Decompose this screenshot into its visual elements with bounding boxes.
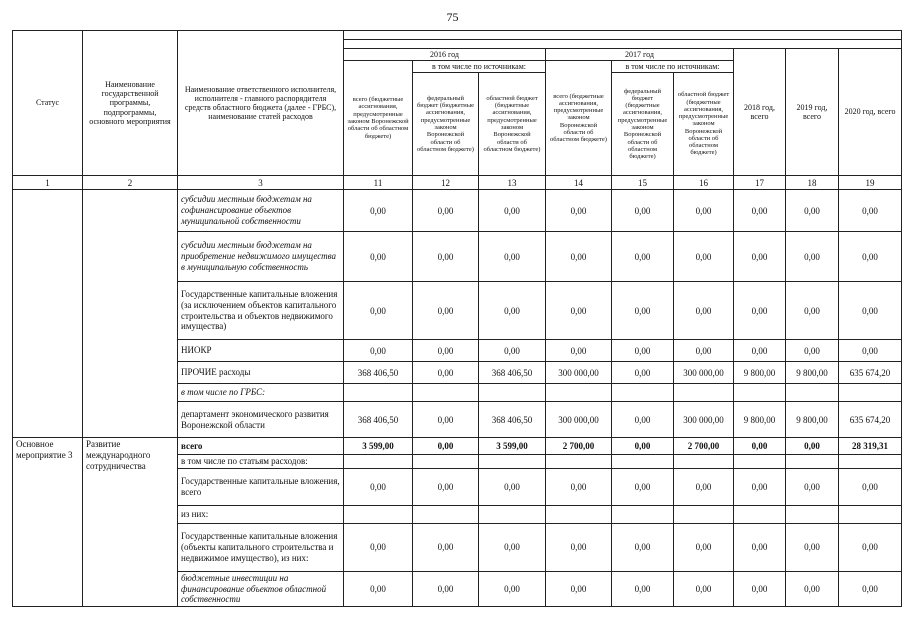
column-number: 14 bbox=[546, 176, 612, 190]
value-cell: 0,00 bbox=[734, 523, 786, 571]
row-label: субсидии местным бюджетам на софинансирование объектов муниципальной собственности bbox=[178, 190, 344, 232]
value-cell bbox=[344, 505, 413, 523]
header-sources-2016: в том числе по источникам: bbox=[413, 61, 546, 73]
header-federal-2017: федеральный бюджет (бюджетные ассигнования, предусмотренные законом Воронежской области об областном бюджете) bbox=[612, 73, 674, 176]
value-cell: 0,00 bbox=[612, 340, 674, 362]
value-cell: 0,00 bbox=[479, 190, 546, 232]
value-cell: 0,00 bbox=[546, 232, 612, 282]
column-number: 1 bbox=[13, 176, 83, 190]
program-cell bbox=[83, 190, 178, 438]
value-cell: 0,00 bbox=[674, 282, 734, 340]
value-cell: 368 406,50 bbox=[479, 362, 546, 384]
status-cell bbox=[13, 190, 83, 438]
value-cell bbox=[674, 455, 734, 469]
column-number: 11 bbox=[344, 176, 413, 190]
value-cell: 0,00 bbox=[839, 190, 902, 232]
value-cell bbox=[413, 384, 479, 402]
header-year-2020: 2020 год, всего bbox=[839, 49, 902, 176]
value-cell: 0,00 bbox=[413, 468, 479, 505]
value-cell: 0,00 bbox=[839, 468, 902, 505]
value-cell: 0,00 bbox=[786, 190, 839, 232]
value-cell: 0,00 bbox=[839, 571, 902, 606]
header-sources-2017: в том числе по источникам: bbox=[612, 61, 734, 73]
value-cell: 0,00 bbox=[413, 232, 479, 282]
header-year-2019: 2019 год, всего bbox=[786, 49, 839, 176]
column-number: 12 bbox=[413, 176, 479, 190]
value-cell bbox=[612, 455, 674, 469]
value-cell bbox=[546, 505, 612, 523]
row-label: бюджетные инвестиции на финансирование объектов областной собственности bbox=[178, 571, 344, 606]
header-executor: Наименование ответственного исполнителя, исполнителя - главного распорядителя средств областного бюджета (далее - ГРБС), наименование статей расходов bbox=[178, 31, 344, 176]
header-year-2017: 2017 год bbox=[546, 49, 734, 61]
value-cell: 0,00 bbox=[674, 571, 734, 606]
row-label: Государственные капитальные вложения (за исключением объектов капитального строительства и объектов недвижимого имущества) bbox=[178, 282, 344, 340]
value-cell: 0,00 bbox=[734, 571, 786, 606]
row-label: всего bbox=[178, 438, 344, 455]
value-cell: 0,00 bbox=[839, 232, 902, 282]
value-cell bbox=[674, 384, 734, 402]
value-cell: 635 674,20 bbox=[839, 402, 902, 438]
value-cell: 0,00 bbox=[479, 340, 546, 362]
value-cell bbox=[786, 505, 839, 523]
value-cell bbox=[674, 505, 734, 523]
value-cell: 2 700,00 bbox=[674, 438, 734, 455]
status-cell: Основное мероприятие 3 bbox=[13, 438, 83, 607]
column-number: 3 bbox=[178, 176, 344, 190]
row-label: Государственные капитальные вложения, всего bbox=[178, 468, 344, 505]
row-label: субсидии местным бюджетам на приобретение недвижимого имущества в муниципальную собственность bbox=[178, 232, 344, 282]
value-cell: 0,00 bbox=[479, 523, 546, 571]
value-cell: 0,00 bbox=[479, 282, 546, 340]
value-cell: 2 700,00 bbox=[546, 438, 612, 455]
value-cell: 0,00 bbox=[786, 282, 839, 340]
value-cell: 0,00 bbox=[839, 340, 902, 362]
value-cell: 0,00 bbox=[734, 438, 786, 455]
header-total-2016: всего (бюджетные ассигнования, предусмотренные законом Воронежской области об областном бюджете) bbox=[344, 61, 413, 176]
value-cell: 0,00 bbox=[612, 362, 674, 384]
value-cell bbox=[786, 384, 839, 402]
value-cell: 300 000,00 bbox=[546, 362, 612, 384]
value-cell: 0,00 bbox=[786, 523, 839, 571]
row-label: в том числе по статьям расходов: bbox=[178, 455, 344, 469]
header-blank-row bbox=[344, 31, 902, 40]
column-number-row bbox=[13, 176, 902, 190]
column-number: 17 bbox=[734, 176, 786, 190]
row-label: Государственные капитальные вложения (объекты капитального строительства и недвижимое имущество), из них: bbox=[178, 523, 344, 571]
value-cell bbox=[546, 455, 612, 469]
value-cell: 368 406,50 bbox=[344, 402, 413, 438]
value-cell: 0,00 bbox=[546, 523, 612, 571]
value-cell: 0,00 bbox=[546, 190, 612, 232]
value-cell bbox=[344, 384, 413, 402]
value-cell: 0,00 bbox=[786, 571, 839, 606]
value-cell: 0,00 bbox=[344, 282, 413, 340]
value-cell: 0,00 bbox=[413, 402, 479, 438]
value-cell: 0,00 bbox=[344, 340, 413, 362]
value-cell: 9 800,00 bbox=[734, 362, 786, 384]
value-cell bbox=[413, 455, 479, 469]
value-cell: 0,00 bbox=[479, 232, 546, 282]
column-number: 15 bbox=[612, 176, 674, 190]
value-cell: 28 319,31 bbox=[839, 438, 902, 455]
value-cell: 0,00 bbox=[612, 190, 674, 232]
table-row bbox=[13, 190, 902, 232]
value-cell bbox=[734, 384, 786, 402]
column-number: 13 bbox=[479, 176, 546, 190]
value-cell: 0,00 bbox=[612, 571, 674, 606]
value-cell bbox=[839, 455, 902, 469]
header-total-2017: всего (бюджетные ассигнования, предусмотренные законом Воронежской области об областном бюджете) bbox=[546, 61, 612, 176]
value-cell: 0,00 bbox=[734, 232, 786, 282]
row-label: в том числе по ГРБС: bbox=[178, 384, 344, 402]
value-cell: 0,00 bbox=[413, 523, 479, 571]
value-cell: 0,00 bbox=[413, 282, 479, 340]
value-cell: 0,00 bbox=[734, 190, 786, 232]
value-cell: 0,00 bbox=[612, 402, 674, 438]
value-cell bbox=[786, 455, 839, 469]
value-cell: 0,00 bbox=[479, 468, 546, 505]
value-cell bbox=[479, 384, 546, 402]
value-cell: 0,00 bbox=[546, 468, 612, 505]
value-cell: 0,00 bbox=[479, 571, 546, 606]
column-number: 18 bbox=[786, 176, 839, 190]
value-cell: 0,00 bbox=[344, 468, 413, 505]
value-cell: 300 000,00 bbox=[674, 402, 734, 438]
value-cell: 0,00 bbox=[786, 232, 839, 282]
value-cell: 0,00 bbox=[344, 190, 413, 232]
value-cell: 0,00 bbox=[413, 571, 479, 606]
value-cell: 0,00 bbox=[612, 438, 674, 455]
value-cell: 0,00 bbox=[546, 571, 612, 606]
row-label: НИОКР bbox=[178, 340, 344, 362]
value-cell: 9 800,00 bbox=[786, 402, 839, 438]
value-cell bbox=[479, 505, 546, 523]
value-cell bbox=[839, 384, 902, 402]
value-cell bbox=[413, 505, 479, 523]
header-regional-2017: областной бюджет (бюджетные ассигнования, предусмотренные законом Воронежской области об областном бюджете) bbox=[674, 73, 734, 176]
header-year-2018: 2018 год, всего bbox=[734, 49, 786, 176]
value-cell: 0,00 bbox=[734, 340, 786, 362]
header-year-2016: 2016 год bbox=[344, 49, 546, 61]
value-cell bbox=[612, 384, 674, 402]
value-cell: 9 800,00 bbox=[734, 402, 786, 438]
value-cell: 0,00 bbox=[413, 438, 479, 455]
value-cell: 0,00 bbox=[734, 468, 786, 505]
column-number: 16 bbox=[674, 176, 734, 190]
value-cell: 0,00 bbox=[839, 282, 902, 340]
value-cell: 0,00 bbox=[786, 468, 839, 505]
header-regional-2016: областной бюджет (бюджетные ассигнования, предусмотренные законом Воронежской области об областном бюджете) bbox=[479, 73, 546, 176]
value-cell: 0,00 bbox=[674, 232, 734, 282]
value-cell: 0,00 bbox=[612, 232, 674, 282]
value-cell: 0,00 bbox=[674, 523, 734, 571]
table-row bbox=[13, 438, 902, 455]
value-cell: 0,00 bbox=[546, 282, 612, 340]
value-cell: 3 599,00 bbox=[344, 438, 413, 455]
value-cell bbox=[344, 455, 413, 469]
row-label: из них: bbox=[178, 505, 344, 523]
value-cell: 0,00 bbox=[612, 468, 674, 505]
value-cell: 0,00 bbox=[674, 340, 734, 362]
value-cell bbox=[839, 505, 902, 523]
value-cell: 0,00 bbox=[344, 232, 413, 282]
value-cell: 0,00 bbox=[734, 282, 786, 340]
program-cell: Развитие международного сотрудничества bbox=[83, 438, 178, 607]
header-program: Наименование государственной программы, подпрограммы, основного мероприятия bbox=[83, 31, 178, 176]
header-blank-row-2 bbox=[344, 40, 902, 49]
value-cell: 0,00 bbox=[612, 523, 674, 571]
value-cell: 0,00 bbox=[344, 523, 413, 571]
value-cell: 0,00 bbox=[413, 190, 479, 232]
value-cell: 0,00 bbox=[344, 571, 413, 606]
value-cell: 635 674,20 bbox=[839, 362, 902, 384]
value-cell: 300 000,00 bbox=[546, 402, 612, 438]
value-cell: 0,00 bbox=[839, 523, 902, 571]
header-status: Статус bbox=[13, 31, 83, 176]
value-cell bbox=[612, 505, 674, 523]
value-cell: 9 800,00 bbox=[786, 362, 839, 384]
value-cell bbox=[546, 384, 612, 402]
value-cell: 300 000,00 bbox=[674, 362, 734, 384]
header-federal-2016: федеральный бюджет (бюджетные ассигнования, предусмотренные законом Воронежской области об областном бюджете) bbox=[413, 73, 479, 176]
value-cell bbox=[479, 455, 546, 469]
value-cell: 0,00 bbox=[413, 362, 479, 384]
value-cell: 368 406,50 bbox=[479, 402, 546, 438]
row-label: департамент экономического развития Воронежской области bbox=[178, 402, 344, 438]
value-cell bbox=[734, 455, 786, 469]
value-cell: 0,00 bbox=[612, 282, 674, 340]
value-cell bbox=[734, 505, 786, 523]
page-number: 75 bbox=[446, 10, 459, 24]
value-cell: 0,00 bbox=[546, 340, 612, 362]
value-cell: 0,00 bbox=[786, 340, 839, 362]
value-cell: 3 599,00 bbox=[479, 438, 546, 455]
budget-table bbox=[12, 30, 902, 607]
column-number: 19 bbox=[839, 176, 902, 190]
value-cell: 368 406,50 bbox=[344, 362, 413, 384]
row-label: ПРОЧИЕ расходы bbox=[178, 362, 344, 384]
value-cell: 0,00 bbox=[674, 190, 734, 232]
column-number: 2 bbox=[83, 176, 178, 190]
value-cell: 0,00 bbox=[786, 438, 839, 455]
value-cell: 0,00 bbox=[674, 468, 734, 505]
value-cell: 0,00 bbox=[413, 340, 479, 362]
